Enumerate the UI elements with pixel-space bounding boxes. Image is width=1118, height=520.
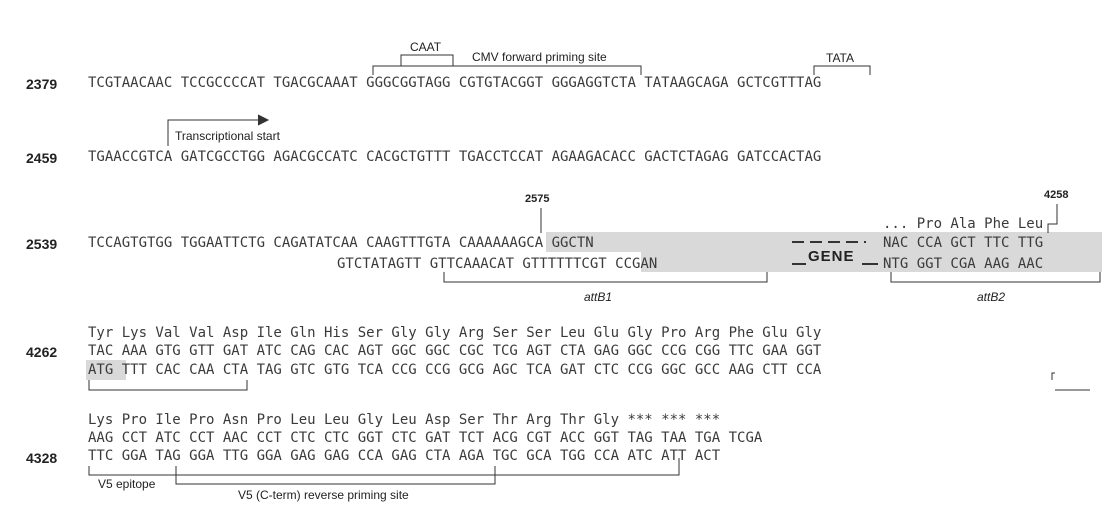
row-number: 4262 bbox=[26, 344, 58, 360]
pos-4258-tick bbox=[1048, 204, 1057, 233]
transcriptional-start-label: Transcriptional start bbox=[175, 129, 280, 143]
pos-2575-label: 2575 bbox=[525, 193, 550, 205]
v5-epitope-bracket-right bbox=[1052, 373, 1055, 380]
attb2-bracket bbox=[891, 272, 1100, 282]
row-number: 2379 bbox=[26, 76, 58, 92]
attb1-bracket bbox=[444, 272, 767, 282]
dna-sequence: TGAACCGTCA GATCGCCTGG AGACGCCATC CACGCTGTTT TGACCTCCAT AGAAGACACC GACTCTAGAG GATCCACTAG bbox=[88, 149, 822, 165]
tata-label: TATA bbox=[826, 51, 854, 65]
transcriptional-start-arrowhead bbox=[258, 115, 268, 125]
v5-reverse-label: V5 (C-term) reverse priming site bbox=[238, 488, 409, 502]
row-number: 4328 bbox=[26, 450, 58, 466]
amino-acid-sequence: ... Pro Ala Phe Leu bbox=[883, 216, 1044, 232]
attb2-label: attB2 bbox=[977, 290, 1006, 304]
dna-bottom-strand: ATG TTT CAC CAA CTA TAG GTC GTG TCA CCG CCG GCG AGC TCA GAT CTC CCG GGC GCC AAG CTT CCA bbox=[88, 362, 822, 378]
pos-4258-label: 4258 bbox=[1044, 189, 1069, 201]
gene-label: GENE bbox=[808, 248, 855, 265]
dna-bottom-strand: TTC GGA TAG GGA TTG GGA GAG GAG CCA GAG CTA AGA TGC GCA TGG CCA ATC ATT ACT bbox=[88, 448, 721, 464]
amino-acid-sequence: Tyr Lys Val Val Asp Ile Gln His Ser Gly Gly Arg Ser Ser Leu Glu Gly Pro Arg Phe Glu Gly bbox=[88, 325, 822, 341]
cmv-forward-label: CMV forward priming site bbox=[472, 50, 607, 64]
dna-top-strand: TAC AAA GTG GTT GAT ATC CAG CAC AGT GGC GGC CGC TCG AGT CTA GAG GGC CCG CGG TTC GAA GGT bbox=[88, 343, 822, 359]
caat-label: CAAT bbox=[410, 40, 442, 54]
tata-bracket bbox=[814, 66, 870, 75]
dna-bottom-strand-right: NTG GGT CGA AAG AAC bbox=[883, 256, 1044, 272]
row-number: 2459 bbox=[26, 150, 58, 166]
dna-bottom-strand: GTCTATAGTT GTTCAAACAT GTTTTTTCGT CCGAN bbox=[337, 256, 658, 272]
dna-top-strand: AAG CCT ATC CCT AAC CCT CTC CTC GGT CTC GAT TCT ACG CGT ACC GGT TAG TAA TGA TCGA bbox=[88, 430, 763, 446]
v5-epitope-label: V5 epitope bbox=[98, 477, 156, 491]
row-number: 2539 bbox=[26, 236, 58, 252]
dna-top-strand-right: NAC CCA GCT TTC TTG bbox=[883, 235, 1044, 251]
dna-top-strand: TCCAGTGTGG TGGAATTCTG CAGATATCAA CAAGTTTGTA CAAAAAAGCA GGCTN bbox=[88, 235, 594, 251]
amino-acid-sequence: Lys Pro Ile Pro Asn Pro Leu Leu Gly Leu Asp Ser Thr Arg Thr Gly *** *** *** bbox=[88, 412, 721, 428]
atg-bracket bbox=[89, 380, 247, 390]
dna-sequence: TCGTAACAAC TCCGCCCCAT TGACGCAAAT GGGCGGTAGG CGTGTACGGT GGGAGGTCTA TATAAGCAGA GCTCGTTTAG bbox=[88, 75, 822, 91]
caat-bracket bbox=[401, 55, 453, 66]
attb1-label: attB1 bbox=[584, 290, 613, 304]
cmv-forward-bracket bbox=[373, 66, 641, 75]
